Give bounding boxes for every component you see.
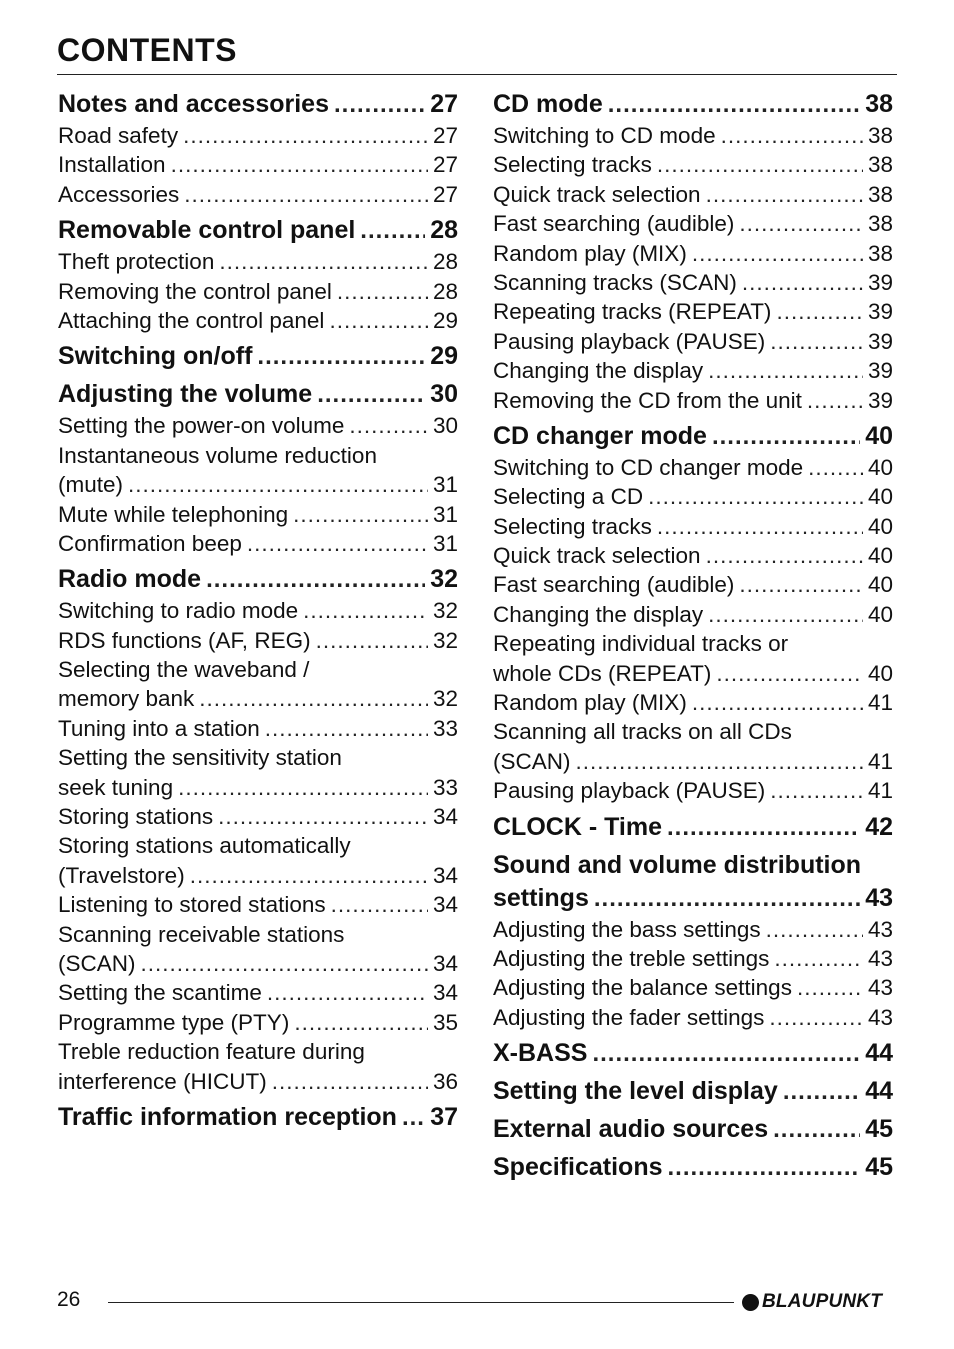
toc-heading-title: settings xyxy=(493,883,589,912)
page-ref: 27 xyxy=(432,181,458,207)
page-ref: 38 xyxy=(865,90,893,118)
toc-heading[interactable] xyxy=(493,1113,893,1146)
dot-leader xyxy=(742,268,863,297)
toc-entry-title: Pausing playback (PAUSE) xyxy=(493,778,766,804)
page-title: CONTENTS xyxy=(57,32,237,68)
dot-leader xyxy=(184,180,428,209)
toc-entry[interactable] xyxy=(493,453,893,482)
toc-heading-title: Setting the level display xyxy=(493,1077,778,1106)
toc-entry[interactable] xyxy=(493,747,893,776)
page-ref: 33 xyxy=(432,774,458,800)
page-ref: 40 xyxy=(867,601,893,627)
toc-heading[interactable] xyxy=(493,1151,893,1184)
dot-leader xyxy=(808,453,863,482)
page-ref: 38 xyxy=(867,152,893,178)
dot-leader xyxy=(576,747,863,776)
toc-heading[interactable] xyxy=(58,1101,458,1134)
toc-entry[interactable] xyxy=(493,239,893,268)
toc-entry-title: Selecting tracks xyxy=(493,152,652,178)
toc-entry[interactable] xyxy=(58,714,458,743)
toc-entry-line: Scanning all tracks on all CDs xyxy=(493,719,792,745)
page-ref: 34 xyxy=(432,804,458,830)
toc-entry-title: Switching to CD changer mode xyxy=(493,454,804,480)
dot-leader xyxy=(334,88,425,121)
page-ref: 32 xyxy=(432,627,458,653)
page-ref: 38 xyxy=(867,181,893,207)
dot-leader xyxy=(267,978,428,1007)
page-ref: 40 xyxy=(867,454,893,480)
page-number: 26 xyxy=(57,1288,81,1311)
toc-entry[interactable] xyxy=(58,684,458,713)
toc-entry-title: (mute) xyxy=(58,472,124,498)
page-ref: 28 xyxy=(432,249,458,275)
page-ref: 45 xyxy=(865,1115,893,1144)
dot-leader xyxy=(293,500,428,529)
toc-heading-title: X-BASS xyxy=(493,1039,588,1068)
toc-entry-title: Repeating tracks (REPEAT) xyxy=(493,299,772,325)
toc-entry-line: Repeating individual tracks or xyxy=(493,631,789,657)
toc-heading-line: Sound and volume distribution xyxy=(493,850,862,879)
toc-entry[interactable] xyxy=(493,180,893,209)
title-rule xyxy=(57,74,897,75)
dot-leader xyxy=(141,949,428,978)
toc-entry-title: memory bank xyxy=(58,686,195,712)
page-ref: 29 xyxy=(430,342,458,371)
toc-entry-line: Scanning receivable stations xyxy=(58,921,345,947)
dot-leader xyxy=(128,470,428,499)
toc-entry-title: Removing the control panel xyxy=(58,278,332,304)
toc-heading[interactable] xyxy=(493,420,893,453)
toc-section xyxy=(493,849,893,1033)
toc-entry[interactable] xyxy=(58,596,458,625)
toc-heading-title: CLOCK - Time xyxy=(493,812,662,841)
toc-entry-title: Random play (MIX) xyxy=(493,690,687,716)
page-ref: 34 xyxy=(432,980,458,1006)
toc-entry[interactable] xyxy=(58,500,458,529)
toc-entry-line: Treble reduction feature during xyxy=(58,1039,365,1065)
toc-entry-title: Theft protection xyxy=(58,249,215,275)
page-ref: 31 xyxy=(432,472,458,498)
toc-entry[interactable] xyxy=(58,861,458,890)
toc-entry-title: Setting the power-on volume xyxy=(58,413,345,439)
toc-section xyxy=(493,811,893,844)
toc-heading-title: Adjusting the volume xyxy=(58,380,313,409)
dot-leader xyxy=(657,512,863,541)
toc-entry-title: Fast searching (audible) xyxy=(493,572,735,598)
toc-right-column xyxy=(493,88,893,1184)
toc-entry[interactable] xyxy=(493,512,893,541)
page-ref: 28 xyxy=(430,216,458,245)
toc-entry[interactable] xyxy=(493,973,893,1002)
toc-entry[interactable] xyxy=(493,600,893,629)
page-ref: 32 xyxy=(430,565,458,594)
toc-entry-title: Storing stations xyxy=(58,804,214,830)
dot-leader xyxy=(190,861,428,890)
toc-heading[interactable] xyxy=(58,214,458,247)
page-ref: 35 xyxy=(432,1009,458,1035)
toc-entry[interactable] xyxy=(493,659,893,688)
toc-heading[interactable] xyxy=(58,378,458,411)
dot-leader xyxy=(770,327,863,356)
dot-leader xyxy=(402,1101,425,1134)
dot-leader xyxy=(667,811,860,844)
page-ref: 43 xyxy=(867,1004,893,1030)
toc-entry[interactable] xyxy=(493,327,893,356)
dot-leader xyxy=(329,306,428,335)
toc-entry-title: Changing the display xyxy=(493,358,704,384)
page-ref: 44 xyxy=(865,1039,893,1068)
page-ref: 39 xyxy=(867,387,893,413)
toc-entry[interactable] xyxy=(493,268,893,297)
dot-leader xyxy=(360,214,425,247)
page-ref: 34 xyxy=(432,892,458,918)
dot-leader xyxy=(316,626,428,655)
page-ref: 30 xyxy=(430,380,458,409)
toc-entry-title: Accessories xyxy=(58,181,180,207)
toc-entry-title: Adjusting the bass settings xyxy=(493,916,761,942)
toc-entry-title: Adjusting the fader settings xyxy=(493,1004,765,1030)
toc-entry[interactable] xyxy=(493,121,893,150)
dot-leader xyxy=(178,773,428,802)
dot-leader xyxy=(668,1151,861,1184)
toc-entry-line: Storing stations automatically xyxy=(58,833,351,859)
dot-leader xyxy=(712,420,860,453)
toc-heading-title: Switching on/off xyxy=(58,342,253,371)
dot-leader xyxy=(657,150,863,179)
toc-entry-line: Instantaneous volume reduction xyxy=(58,442,377,468)
toc-entry[interactable] xyxy=(58,411,458,440)
toc-entry[interactable] xyxy=(58,150,458,179)
toc-heading[interactable] xyxy=(493,811,893,844)
page-ref: 40 xyxy=(867,484,893,510)
page-ref: 36 xyxy=(432,1068,458,1094)
page-ref: 43 xyxy=(865,883,893,912)
dot-leader xyxy=(692,239,863,268)
toc-entry-title: Switching to CD mode xyxy=(493,123,716,148)
toc-heading[interactable] xyxy=(58,340,458,373)
dot-leader xyxy=(257,340,425,373)
page-ref: 45 xyxy=(865,1153,893,1182)
page-ref: 32 xyxy=(432,598,458,624)
toc-section xyxy=(58,340,458,373)
toc-entry[interactable] xyxy=(58,978,458,1007)
dot-leader xyxy=(294,1008,428,1037)
page-ref: 29 xyxy=(432,307,458,333)
page-ref: 31 xyxy=(432,501,458,527)
toc-entry[interactable] xyxy=(493,482,893,511)
toc-entry-line: Selecting the waveband / xyxy=(58,657,310,683)
toc-heading-title: Traffic information reception xyxy=(58,1102,397,1131)
toc-entry[interactable] xyxy=(58,529,458,558)
toc-heading-title: Removable control panel xyxy=(58,216,356,245)
toc-entry[interactable] xyxy=(58,949,458,978)
page-ref: 31 xyxy=(432,530,458,556)
toc-entry-title: Pausing playback (PAUSE) xyxy=(493,328,766,354)
toc-section xyxy=(493,1075,893,1108)
toc-entry[interactable] xyxy=(493,776,893,805)
page-ref: 39 xyxy=(867,358,893,384)
dot-leader xyxy=(183,121,428,150)
toc-entry-title: Switching to radio mode xyxy=(58,598,299,624)
toc-entry[interactable] xyxy=(58,1008,458,1037)
page-ref: 38 xyxy=(867,240,893,266)
toc-entry-title: Attaching the control panel xyxy=(58,307,325,333)
toc-entry-title: Road safety xyxy=(58,123,179,148)
dot-leader xyxy=(219,247,428,276)
page-ref: 27 xyxy=(432,123,458,148)
toc-entry-title: seek tuning xyxy=(58,774,174,800)
dot-leader xyxy=(766,915,863,944)
page-ref: 40 xyxy=(867,543,893,569)
page-ref: 43 xyxy=(867,975,893,1001)
toc-section xyxy=(493,420,893,806)
toc-entry-line: Setting the sensitivity station xyxy=(58,745,342,771)
toc-heading-title: Specifications xyxy=(493,1153,663,1182)
toc-entry-title: Confirmation beep xyxy=(58,530,242,556)
page-ref: 28 xyxy=(432,278,458,304)
brand-logo xyxy=(742,1289,882,1315)
toc-entry-title: interference (HICUT) xyxy=(58,1068,267,1094)
toc-entry[interactable] xyxy=(493,386,893,415)
toc-section xyxy=(58,1101,458,1134)
dot-leader xyxy=(774,944,863,973)
dot-leader xyxy=(594,882,860,915)
page-ref: 38 xyxy=(867,211,893,237)
toc-entry-title: Quick track selection xyxy=(493,543,701,569)
toc-entry[interactable] xyxy=(493,150,893,179)
dot-leader xyxy=(783,1075,860,1108)
dot-leader xyxy=(708,600,863,629)
dot-leader xyxy=(349,411,428,440)
dot-leader xyxy=(776,297,863,326)
dot-leader xyxy=(807,386,863,415)
toc-heading[interactable] xyxy=(493,1075,893,1108)
toc-entry-title: Selecting a CD xyxy=(493,484,644,510)
toc-entry[interactable] xyxy=(58,306,458,335)
toc-entry-title: Selecting tracks xyxy=(493,513,652,539)
dot-leader xyxy=(716,659,863,688)
page-ref: 37 xyxy=(430,1102,458,1131)
page-ref: 43 xyxy=(867,916,893,942)
toc-entry[interactable] xyxy=(58,626,458,655)
toc-entry-title: Programme type (PTY) xyxy=(58,1009,290,1035)
dot-leader xyxy=(721,121,863,150)
toc-entry-title: whole CDs (REPEAT) xyxy=(493,660,712,686)
toc-entry[interactable] xyxy=(58,773,458,802)
toc-entry-title: (SCAN) xyxy=(58,950,136,976)
toc-heading-title: CD mode xyxy=(493,90,603,118)
dot-leader xyxy=(770,776,863,805)
toc-section xyxy=(58,88,458,209)
page-ref: 41 xyxy=(867,690,893,716)
toc-entry-title: Mute while telephoning xyxy=(58,501,289,527)
toc-entry[interactable] xyxy=(58,470,458,499)
toc-entry[interactable] xyxy=(493,1003,893,1032)
page-ref: 41 xyxy=(867,778,893,804)
toc-section xyxy=(493,88,893,415)
page-ref: 27 xyxy=(430,90,458,118)
toc-entry[interactable] xyxy=(58,121,458,150)
toc-section xyxy=(493,1037,893,1070)
toc-entry-title: Random play (MIX) xyxy=(493,240,687,266)
toc-entry[interactable] xyxy=(493,356,893,385)
toc-heading-title: External audio sources xyxy=(493,1115,769,1144)
page-ref: 38 xyxy=(867,123,893,148)
toc-heading[interactable] xyxy=(493,88,893,121)
toc-heading-title: CD changer mode xyxy=(493,421,707,450)
toc-entry-title: Removing the CD from the unit xyxy=(493,387,802,413)
page-ref: 32 xyxy=(432,686,458,712)
page-ref: 30 xyxy=(432,413,458,439)
toc-section xyxy=(493,1113,893,1146)
page-ref: 34 xyxy=(432,862,458,888)
dot-leader xyxy=(317,378,425,411)
toc-entry-title: Installation xyxy=(58,152,166,178)
dot-leader xyxy=(272,1067,428,1096)
dot-leader xyxy=(706,541,863,570)
toc-entry[interactable] xyxy=(493,688,893,717)
toc-entry-title: (SCAN) xyxy=(493,748,571,774)
dot-leader xyxy=(708,356,863,385)
page-ref: 39 xyxy=(867,299,893,325)
toc-entry-title: Quick track selection xyxy=(493,181,701,207)
toc-entry-title: Listening to stored stations xyxy=(58,892,326,918)
page-ref: 39 xyxy=(867,328,893,354)
dot-leader xyxy=(218,802,428,831)
toc-entry[interactable] xyxy=(58,1067,458,1096)
dot-leader xyxy=(706,180,863,209)
brand-dot-icon xyxy=(742,1294,759,1311)
toc-section xyxy=(58,214,458,335)
footer-rule xyxy=(108,1302,734,1303)
page-ref: 39 xyxy=(867,269,893,295)
page-ref: 40 xyxy=(865,421,893,450)
toc-entry[interactable] xyxy=(58,247,458,276)
toc-entry[interactable] xyxy=(58,277,458,306)
toc-section xyxy=(58,563,458,1096)
dot-leader xyxy=(303,596,428,625)
brand-name: BLAUPUNKT xyxy=(762,1291,883,1312)
toc-entry-title: Adjusting the balance settings xyxy=(493,975,792,1001)
toc-entry-title: Setting the scantime xyxy=(58,980,262,1006)
toc-left-column xyxy=(58,88,458,1134)
page-ref: 41 xyxy=(867,748,893,774)
toc-heading[interactable] xyxy=(493,882,893,915)
toc-heading[interactable] xyxy=(493,1037,893,1070)
toc-entry-title: RDS functions (AF, REG) xyxy=(58,627,311,653)
page-ref: 43 xyxy=(867,945,893,971)
dot-leader xyxy=(199,684,428,713)
toc-section xyxy=(58,378,458,558)
dot-leader xyxy=(769,1003,863,1032)
toc-entry[interactable] xyxy=(493,915,893,944)
dot-leader xyxy=(247,529,428,558)
toc-heading-title: Radio mode xyxy=(58,565,202,594)
toc-entry[interactable] xyxy=(493,209,893,238)
dot-leader xyxy=(739,209,863,238)
toc-entry-title: Tuning into a station xyxy=(58,715,260,741)
toc-entry-title: Fast searching (audible) xyxy=(493,211,735,237)
toc-entry-title: Scanning tracks (SCAN) xyxy=(493,269,737,295)
page-ref: 34 xyxy=(432,950,458,976)
toc-entry[interactable] xyxy=(58,180,458,209)
toc-entry[interactable] xyxy=(58,890,458,919)
toc-entry[interactable] xyxy=(493,570,893,599)
page-ref: 40 xyxy=(867,513,893,539)
dot-leader xyxy=(739,570,863,599)
toc-heading-title: Notes and accessories xyxy=(58,90,329,118)
page-ref: 44 xyxy=(865,1077,893,1106)
page-ref: 42 xyxy=(865,812,893,841)
dot-leader xyxy=(206,563,425,596)
dot-leader xyxy=(592,1037,860,1070)
page-ref: 27 xyxy=(432,152,458,178)
dot-leader xyxy=(337,277,428,306)
toc-heading[interactable] xyxy=(58,88,458,121)
toc-entry[interactable] xyxy=(493,297,893,326)
toc-heading[interactable] xyxy=(58,563,458,596)
dot-leader xyxy=(265,714,428,743)
page-ref: 40 xyxy=(867,660,893,686)
toc-entry-title: Changing the display xyxy=(493,601,704,627)
toc-entry-title: (Travelstore) xyxy=(58,862,185,888)
dot-leader xyxy=(648,482,863,511)
toc-entry[interactable] xyxy=(493,541,893,570)
toc-entry[interactable] xyxy=(58,802,458,831)
dot-leader xyxy=(797,973,863,1002)
dot-leader xyxy=(608,88,860,121)
dot-leader xyxy=(692,688,863,717)
dot-leader xyxy=(331,890,428,919)
dot-leader xyxy=(171,150,428,179)
toc-entry[interactable] xyxy=(493,944,893,973)
toc-entry-title: Adjusting the treble settings xyxy=(493,945,770,971)
page-ref: 40 xyxy=(867,572,893,598)
page-ref: 33 xyxy=(432,715,458,741)
toc-section xyxy=(493,1151,893,1184)
dot-leader xyxy=(773,1113,860,1146)
